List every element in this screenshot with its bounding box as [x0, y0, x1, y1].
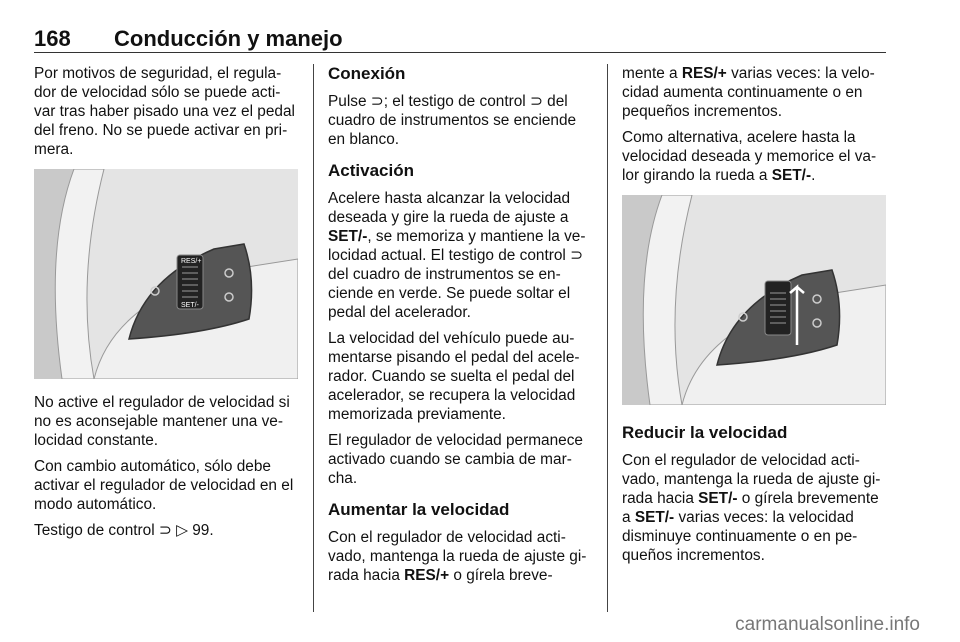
- paragraph: [622, 64, 886, 121]
- text: varias veces: la velo- cidad aumenta continuamente o en pequeños incrementos.: [622, 65, 875, 120]
- paragraph: [328, 189, 592, 322]
- page-header: [34, 26, 886, 53]
- steering-wheel-illustration: [622, 195, 886, 405]
- res-label: RES/+: [181, 258, 202, 265]
- set-label: SET/-: [181, 302, 199, 309]
- paragraph: El regulador de velocidad permanece activado cuando se cambia de mar- cha.: [328, 432, 583, 487]
- paragraph: La velocidad del vehículo puede au- mentarse pisando el pedal del acele- rador. Cuando se suelta el pedal del acelerador, se recupera la velocidad memorizada previamente.: [328, 330, 580, 423]
- text: del cuadro de instrumentos se en- ciende en verde. Se puede soltar el pedal del acelerador.: [328, 266, 571, 321]
- text: 99.: [187, 522, 214, 539]
- column-2: [328, 64, 592, 592]
- cruise-control-icon: ⊃: [158, 522, 172, 539]
- heading-activacion: Activación: [328, 161, 414, 180]
- text: Con el regulador de velocidad acti- vado, mantenga la rueda de ajuste gi- rada hacia: [622, 452, 881, 507]
- cruise-control-icon: ⊃: [370, 93, 384, 110]
- text: , se memoriza y mantiene la ve- locidad actual. El testigo de control: [328, 228, 586, 264]
- paragraph: [328, 528, 592, 585]
- cruise-control-icon: ⊃: [529, 93, 543, 110]
- bold-text: SET/-: [328, 228, 368, 245]
- paragraph: No active el regulador de velocidad si no es aconsejable mantener una ve- locidad constante.: [34, 394, 290, 449]
- paragraph: Con cambio automático, sólo debe activar el regulador de velocidad en el modo automático.: [34, 458, 294, 513]
- text: o gírela breve-: [449, 567, 553, 584]
- bold-text: SET/-: [634, 509, 675, 526]
- paragraph: [622, 451, 886, 565]
- paragraph: [622, 128, 886, 185]
- page-reference-icon: ▷: [176, 522, 188, 539]
- heading-reducir: Reducir la velocidad: [622, 423, 788, 442]
- text: del cuadro de instrumentos se enciende en blanco.: [328, 93, 577, 148]
- text: mente a: [622, 65, 682, 82]
- heading-aumentar: Aumentar la velocidad: [328, 500, 510, 519]
- paragraph: [328, 92, 592, 149]
- text: Testigo de control: [34, 522, 159, 539]
- text: .: [811, 167, 816, 184]
- text: Como alternativa, acelere hasta la velocidad deseada y memorice el va- lor girando la rueda a: [622, 129, 877, 184]
- heading-conexion: Conexión: [328, 64, 406, 83]
- page-number: 168: [34, 26, 71, 51]
- steering-wheel-illustration: [34, 169, 298, 379]
- text: ; el testigo de control: [383, 93, 530, 110]
- steering-wheel-image: [34, 169, 298, 379]
- text: Acelere hasta alcanzar la velocidad deseada y gire la rueda de ajuste a: [328, 190, 571, 226]
- chapter-title: Conducción y manejo: [114, 26, 343, 51]
- bold-text: RES/+: [404, 567, 450, 584]
- text: o gírela brevemente a: [622, 490, 879, 526]
- steering-wheel-image: [622, 195, 886, 405]
- column-3: [622, 64, 886, 572]
- text: Con el regulador de velocidad acti- vado, mantenga la rueda de ajuste gi- rada hacia: [328, 529, 587, 584]
- bold-text: SET/-: [698, 490, 738, 507]
- column-divider: [607, 64, 608, 612]
- column-divider: [313, 64, 314, 612]
- cruise-control-icon: ⊃: [570, 247, 584, 264]
- column-1: [34, 64, 298, 547]
- text: Pulse: [328, 93, 371, 110]
- bold-text: SET/-: [771, 167, 812, 184]
- text: varias veces: la velocidad disminuye continuamente o en pe- queños incrementos.: [622, 509, 858, 564]
- paragraph: Por motivos de seguridad, el regula- dor de velocidad sólo se puede acti- var tras haber pisado una vez el pedal del freno. No se puede activar en pri- mera.: [34, 65, 295, 158]
- paragraph: [34, 521, 298, 540]
- bold-text: RES/+: [681, 65, 727, 82]
- watermark: carmanualsonline.info: [735, 614, 920, 635]
